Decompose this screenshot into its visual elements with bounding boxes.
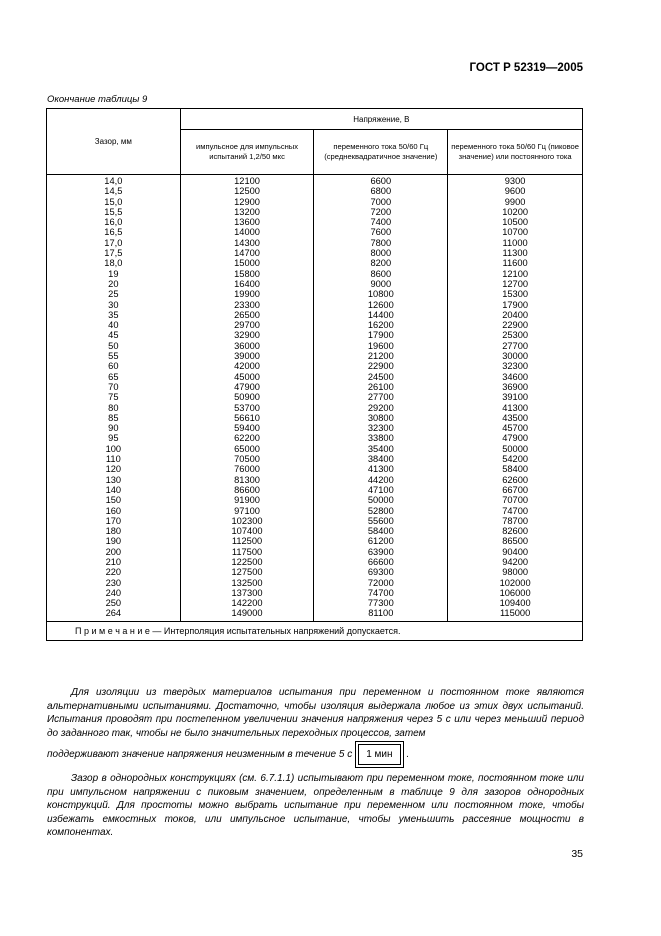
table-cell: 32300 xyxy=(502,361,529,372)
table-cell: 12900 xyxy=(234,196,260,207)
table-cell: 137300 xyxy=(231,587,263,598)
table-cell: 190 xyxy=(105,536,122,547)
table-cell: 95 xyxy=(108,433,119,444)
table-cell: 36900 xyxy=(502,381,529,392)
table-cell: 17,0 xyxy=(104,237,123,248)
table-cell: 80 xyxy=(108,402,119,413)
table-cell: 76000 xyxy=(234,464,260,475)
table-cell: 117500 xyxy=(231,546,263,557)
table-cell: 52800 xyxy=(367,505,394,516)
table-cell: 15,5 xyxy=(104,206,123,217)
table-cell: 12100 xyxy=(502,268,529,279)
table-cell: 12100 xyxy=(234,176,260,186)
table-cell: 11000 xyxy=(502,237,528,248)
table-cell: 19600 xyxy=(367,340,394,351)
table-cell: 70500 xyxy=(234,454,260,465)
table-cell: 6800 xyxy=(370,186,392,197)
table-cell: 8000 xyxy=(370,248,392,259)
table-cell: 17900 xyxy=(502,299,529,310)
table-cell: 43500 xyxy=(502,412,529,423)
table-cell: 130 xyxy=(105,474,122,485)
table-cell: 55600 xyxy=(367,515,394,526)
table-cell: 110 xyxy=(105,454,121,465)
table-cell: 16,0 xyxy=(104,217,123,228)
table-cell: 170 xyxy=(105,515,122,526)
table-cell: 230 xyxy=(105,577,122,588)
table-cell: 47100 xyxy=(367,484,394,495)
table-cell: 72000 xyxy=(367,577,394,588)
table-cell: 14400 xyxy=(367,309,394,320)
table-cell: 42000 xyxy=(234,361,260,372)
table-cell: 66700 xyxy=(502,484,529,495)
table-cell: 41300 xyxy=(367,464,394,475)
table-cell: 149000 xyxy=(231,608,263,619)
table-cell: 56610 xyxy=(234,412,260,423)
table-cell: 53700 xyxy=(234,402,260,413)
table-cell: 81100 xyxy=(368,608,394,619)
table-cell: 50000 xyxy=(502,443,529,454)
table-cell: 160 xyxy=(105,505,122,516)
standard-header: ГОСТ Р 52319—2005 xyxy=(469,62,583,74)
table-cell: 140 xyxy=(105,484,122,495)
ac-rms-values-cell xyxy=(314,175,448,622)
boxed-duration xyxy=(355,741,403,768)
table-cell: 16,5 xyxy=(104,227,123,238)
table-cell: 70 xyxy=(108,381,119,392)
table-cell: 98000 xyxy=(502,567,529,578)
table-cell: 20 xyxy=(108,278,119,289)
table-cell: 220 xyxy=(105,567,122,578)
table-cell: 36000 xyxy=(234,340,260,351)
table-cell: 82600 xyxy=(502,526,529,537)
table-cell: 9900 xyxy=(504,196,526,207)
table-cell: 14300 xyxy=(234,237,260,248)
table-cell: 81300 xyxy=(234,474,260,485)
table-cell: 132500 xyxy=(231,577,263,588)
table-cell: 45700 xyxy=(502,423,529,434)
table-cell: 250 xyxy=(105,598,122,609)
table-cell: 14,0 xyxy=(104,176,123,186)
table-cell: 94200 xyxy=(502,556,529,567)
paragraph-homogeneous-gap xyxy=(47,772,584,840)
table-cell: 12700 xyxy=(502,278,529,289)
table-cell: 75 xyxy=(108,392,119,403)
table-cell: 19900 xyxy=(234,289,260,300)
table-cell: 13600 xyxy=(234,217,260,228)
table-cell: 15,0 xyxy=(104,196,123,207)
table-cell: 45000 xyxy=(234,371,260,382)
table-cell: 210 xyxy=(105,556,122,567)
table-caption: Окончание таблицы 9 xyxy=(47,94,148,105)
table-cell: 15000 xyxy=(234,258,260,269)
table-cell: 19 xyxy=(108,268,119,279)
voltage-group-header: Напряжение, В xyxy=(180,109,582,130)
table-cell: 30800 xyxy=(367,412,394,423)
table-cell: 9300 xyxy=(504,176,526,186)
table-cell: 24500 xyxy=(367,371,394,382)
table-cell: 10700 xyxy=(502,227,529,238)
table-cell: 12600 xyxy=(367,299,394,310)
paragraph-1-text: Для изоляции из твердых материалов испытания при переменном и постоянном токе являются альтернативными испытаниями. Достаточно, чтобы изоляция выдержала любое из этих двух испытаний. Испытания проводят при постепенном увеличении значения напряжения через 5 с или через меньший период до заданного так, чтобы не было значительных переходных процессов, затем xyxy=(47,687,584,739)
table-cell: 65 xyxy=(108,371,119,382)
table-cell: 17,5 xyxy=(104,248,123,259)
table-cell: 112500 xyxy=(231,536,263,547)
table-cell: 58400 xyxy=(367,526,394,537)
ac-peak-values-cell xyxy=(448,175,583,622)
table-cell: 142200 xyxy=(231,598,263,609)
table-cell: 7800 xyxy=(370,237,392,248)
boxed-duration-text: 1 мин xyxy=(358,744,400,765)
table-cell: 18,0 xyxy=(104,258,123,269)
table-cell: 47900 xyxy=(502,433,529,444)
paragraph-2-text: Зазор в однородных конструкциях (см. 6.7.1.1) испытывают при переменном токе, постоянном токе или при импульсном напряжении с пиковым значением, определенным в таблице 9 для зазоров однородных конструкций. Для простоты можно выбрать испытание при переменном или постоянном токе, чтобы избежать емкостных токов, или импульсное испытание, чтобы уменьшить рассеяние мощности в компонентах. xyxy=(47,773,584,838)
table-cell: 41300 xyxy=(502,402,529,413)
table-cell: 14,5 xyxy=(104,186,123,197)
table-cell: 90400 xyxy=(502,546,529,557)
table-cell: 30000 xyxy=(502,351,529,362)
table-cell: 200 xyxy=(105,546,122,557)
impulse-values-cell xyxy=(180,175,314,622)
table-cell: 63900 xyxy=(367,546,394,557)
table-cell: 85 xyxy=(108,412,119,423)
table-cell: 10200 xyxy=(502,206,529,217)
table-cell: 26100 xyxy=(367,381,394,392)
table-cell: 50000 xyxy=(367,495,394,506)
table-cell: 26500 xyxy=(234,309,260,320)
ac-rms-column-header: переменного тока 50/60 Гц (среднеквадратичное значение) xyxy=(314,130,448,175)
table-cell: 150 xyxy=(105,495,122,506)
duration-text: поддерживают значение напряжения неизменным в течение 5 с xyxy=(47,749,353,760)
table-cell: 7400 xyxy=(370,217,392,228)
table-cell: 74700 xyxy=(367,587,394,598)
table-cell: 106000 xyxy=(499,587,531,598)
table-cell: 9000 xyxy=(370,278,392,289)
impulse-column-header: импульсное для импульсных испытаний 1,2/50 мкс xyxy=(180,130,314,175)
table-cell: 20400 xyxy=(502,309,529,320)
table-cell: 86500 xyxy=(502,536,529,547)
table-cell: 90 xyxy=(108,423,119,434)
table-cell: 97100 xyxy=(234,505,260,516)
table-cell: 264 xyxy=(105,608,122,619)
table-cell: 69300 xyxy=(367,567,394,578)
table-cell: 35400 xyxy=(367,443,394,454)
table-cell: 65000 xyxy=(234,443,260,454)
table-cell: 74700 xyxy=(502,505,529,516)
table-cell: 58400 xyxy=(502,464,529,475)
table-cell: 102300 xyxy=(231,515,263,526)
table-cell: 32300 xyxy=(367,423,394,434)
table-cell: 10800 xyxy=(367,289,394,300)
table-cell: 25 xyxy=(108,289,119,300)
table-cell: 100 xyxy=(105,443,122,454)
table-cell: 12500 xyxy=(234,186,260,197)
table-cell: 33800 xyxy=(367,433,394,444)
table-cell: 62200 xyxy=(234,433,260,444)
table-cell: 23300 xyxy=(234,299,260,310)
table-cell: 127500 xyxy=(231,567,263,578)
page-number: 35 xyxy=(571,848,583,860)
table-cell: 16200 xyxy=(367,320,394,331)
table-cell: 91900 xyxy=(234,495,260,506)
table-cell: 14700 xyxy=(234,248,260,259)
table-cell: 45 xyxy=(108,330,119,341)
table-cell: 60 xyxy=(108,361,119,372)
table-cell: 30 xyxy=(108,299,119,310)
table-cell: 107400 xyxy=(231,526,263,537)
table-cell: 59400 xyxy=(234,423,260,434)
table-cell: 17900 xyxy=(367,330,394,341)
table-note: П р и м е ч а н и е — Интерполяция испытательных напряжений допускается. xyxy=(47,621,583,640)
table-cell: 21200 xyxy=(367,351,394,362)
table-cell: 15300 xyxy=(502,289,529,300)
table-cell: 54200 xyxy=(502,454,529,465)
table-cell: 39100 xyxy=(502,392,529,403)
table-cell: 61200 xyxy=(367,536,394,547)
gap-values-cell xyxy=(47,175,181,622)
ac-peak-column-header: переменного тока 50/60 Гц (пиковое значение) или постоянного тока xyxy=(448,130,583,175)
table-cell: 9600 xyxy=(504,186,526,197)
table-cell: 10500 xyxy=(502,217,529,228)
table-cell: 8600 xyxy=(370,268,392,279)
table-cell: 120 xyxy=(105,464,122,475)
voltage-table xyxy=(46,108,583,641)
table-cell: 14000 xyxy=(234,227,260,238)
gap-column-header: Зазор, мм xyxy=(47,109,181,175)
table-cell: 15800 xyxy=(234,268,260,279)
table-cell: 50 xyxy=(108,340,119,351)
table-cell: 29700 xyxy=(234,320,260,331)
table-data-row xyxy=(47,175,583,622)
table-cell: 32900 xyxy=(234,330,260,341)
table-cell: 13200 xyxy=(234,206,260,217)
table-cell: 11300 xyxy=(502,248,528,259)
table-cell: 6600 xyxy=(370,176,392,186)
table-cell: 62600 xyxy=(502,474,529,485)
table-cell: 11600 xyxy=(502,258,528,269)
table-cell: 34600 xyxy=(502,371,529,382)
table-cell: 240 xyxy=(105,587,122,598)
table-cell: 25300 xyxy=(502,330,529,341)
table-cell: 22900 xyxy=(367,361,394,372)
table-cell: 109400 xyxy=(499,598,531,609)
table-cell: 7600 xyxy=(370,227,392,238)
table-cell: 50900 xyxy=(234,392,260,403)
table-cell: 38400 xyxy=(367,454,394,465)
table-cell: 40 xyxy=(108,320,119,331)
table-cell: 55 xyxy=(108,351,119,362)
table-cell: 22900 xyxy=(502,320,529,331)
table-cell: 7200 xyxy=(370,206,392,217)
table-cell: 66600 xyxy=(367,556,394,567)
table-cell: 27700 xyxy=(502,340,529,351)
table-cell: 102000 xyxy=(499,577,531,588)
table-cell: 7000 xyxy=(370,196,392,207)
table-cell: 35 xyxy=(108,309,119,320)
table-cell: 27700 xyxy=(367,392,394,403)
table-cell: 180 xyxy=(105,526,122,537)
duration-end: . xyxy=(406,749,410,760)
table-cell: 70700 xyxy=(502,495,529,506)
table-cell: 77300 xyxy=(367,598,394,609)
table-cell: 44200 xyxy=(367,474,394,485)
table-cell: 16400 xyxy=(234,278,260,289)
table-cell: 39000 xyxy=(234,351,260,362)
table-cell: 29200 xyxy=(367,402,394,413)
table-cell: 78700 xyxy=(502,515,529,526)
table-cell: 8200 xyxy=(370,258,392,269)
table-cell: 122500 xyxy=(231,556,263,567)
duration-line xyxy=(47,741,409,768)
table-cell: 115000 xyxy=(499,608,531,619)
table-cell: 47900 xyxy=(234,381,260,392)
paragraph-solid-insulation xyxy=(47,686,584,740)
table-cell: 86600 xyxy=(234,484,260,495)
